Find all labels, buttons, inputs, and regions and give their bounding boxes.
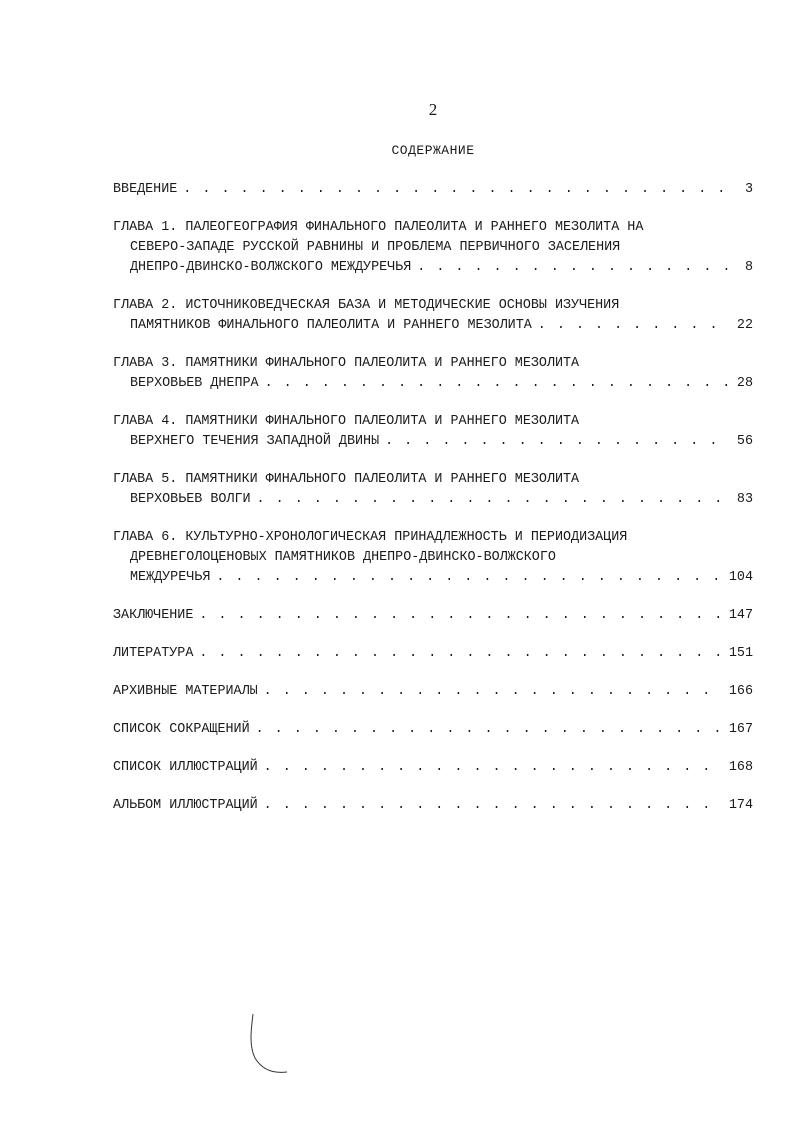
toc-entry[interactable] [113, 796, 753, 816]
toc-entry-text: АЛЬБОМ ИЛЛЮСТРАЦИЙ [113, 798, 258, 813]
entry-gap [113, 588, 753, 606]
entry-gap [113, 740, 753, 758]
toc-entry-text: ЗАКЛЮЧЕНИЕ [113, 608, 194, 623]
toc-entry[interactable] [113, 218, 753, 278]
toc-entry-text: МЕЖДУРЕЧЬЯ [130, 570, 211, 585]
entry-gap [113, 200, 753, 218]
toc-title: СОДЕРЖАНИЕ [391, 143, 475, 158]
entry-gap [113, 702, 753, 720]
toc-entry[interactable] [113, 720, 753, 740]
toc-entry-text: СПИСОК СОКРАЩЕНИЙ [113, 722, 250, 737]
dot-leader [264, 796, 723, 816]
toc-page-number: 56 [736, 434, 753, 449]
toc-entry[interactable] [113, 470, 753, 510]
toc-page-number: 147 [728, 608, 753, 623]
toc-page-number: 22 [736, 318, 753, 333]
toc-entry-text: ДНЕПРО-ДВИНСКО-ВОЛЖСКОГО МЕЖДУРЕЧЬЯ [130, 260, 412, 275]
toc-entry-line [113, 644, 753, 664]
toc-entry-line [113, 682, 753, 702]
toc-page-number: 166 [728, 684, 753, 699]
toc-entry[interactable] [113, 412, 753, 452]
toc-entry-line [113, 796, 753, 816]
toc-page-number: 104 [728, 570, 753, 585]
toc-entry-line [113, 490, 753, 510]
entry-gap [113, 394, 753, 412]
dot-leader [199, 644, 723, 664]
toc-entry-text: СПИСОК ИЛЛЮСТРАЦИЙ [113, 760, 258, 775]
toc-page-number: 167 [728, 722, 753, 737]
toc-entry-text: ВЕРХНЕГО ТЕЧЕНИЯ ЗАПАДНОЙ ДВИНЫ [130, 434, 380, 449]
dot-leader [264, 682, 723, 702]
toc-entry-text: АРХИВНЫЕ МАТЕРИАЛЫ [113, 684, 258, 699]
toc-page-number: 174 [728, 798, 753, 813]
dot-leader [199, 606, 723, 626]
toc-page-number: 151 [728, 646, 753, 661]
toc-entry-line [113, 180, 753, 200]
handwritten-mark [245, 1010, 295, 1080]
toc-entry[interactable] [113, 606, 753, 626]
toc-entry-text: ГЛАВА 1. ПАЛЕОГЕОГРАФИЯ ФИНАЛЬНОГО ПАЛЕОЛИТА И РАННЕГО МЕЗОЛИТА НА [113, 220, 644, 235]
toc-entry-text: ВВЕДЕНИЕ [113, 182, 178, 197]
toc-entry-line [113, 316, 753, 336]
dot-leader [256, 720, 723, 740]
toc-entry-line [113, 606, 753, 626]
dot-leader [417, 258, 739, 278]
dot-leader [183, 180, 739, 200]
toc-entry[interactable] [113, 180, 753, 200]
toc-page-number: 28 [736, 376, 753, 391]
dot-leader [385, 432, 731, 452]
toc-page-number: 8 [744, 260, 753, 275]
toc-entry-line [113, 432, 753, 452]
entry-gap [113, 778, 753, 796]
entry-gap [113, 278, 753, 296]
table-of-contents [113, 180, 753, 816]
toc-entry[interactable] [113, 644, 753, 664]
toc-entry-text: ГЛАВА 5. ПАМЯТНИКИ ФИНАЛЬНОГО ПАЛЕОЛИТА И РАННЕГО МЕЗОЛИТА [113, 472, 580, 487]
dot-leader [265, 374, 731, 394]
toc-entry-line [113, 374, 753, 394]
toc-entry-text: ПАМЯТНИКОВ ФИНАЛЬНОГО ПАЛЕОЛИТА И РАННЕГО МЕЗОЛИТА [130, 318, 532, 333]
toc-entry[interactable] [113, 528, 753, 588]
toc-entry-line [113, 758, 753, 778]
toc-entry[interactable] [113, 354, 753, 394]
entry-gap [113, 510, 753, 528]
dot-leader [264, 758, 723, 778]
toc-entry-text: ДРЕВНЕГОЛОЦЕНОВЫХ ПАМЯТНИКОВ ДНЕПРО-ДВИНСКО-ВОЛЖСКОГО [130, 550, 556, 565]
entry-gap [113, 336, 753, 354]
toc-entry[interactable] [113, 682, 753, 702]
toc-entry-text: ВЕРХОВЬЕВ ВОЛГИ [130, 492, 251, 507]
toc-entry-text: СЕВЕРО-ЗАПАДЕ РУССКОЙ РАВНИНЫ И ПРОБЛЕМА ПЕРВИЧНОГО ЗАСЕЛЕНИЯ [130, 240, 621, 255]
toc-entry-text: ГЛАВА 6. КУЛЬТУРНО-ХРОНОЛОГИЧЕСКАЯ ПРИНАДЛЕЖНОСТЬ И ПЕРИОДИЗАЦИЯ [113, 530, 628, 545]
page-number: 2 [428, 100, 438, 119]
toc-entry[interactable] [113, 296, 753, 336]
toc-page-number: 83 [736, 492, 753, 507]
entry-gap [113, 664, 753, 682]
toc-entry-line [113, 720, 753, 740]
entry-gap [113, 452, 753, 470]
toc-entry-line [113, 568, 753, 588]
toc-entry-text: ГЛАВА 2. ИСТОЧНИКОВЕДЧЕСКАЯ БАЗА И МЕТОДИЧЕСКИЕ ОСНОВЫ ИЗУЧЕНИЯ [113, 298, 620, 313]
toc-entry-line [113, 258, 753, 278]
toc-entry-text: ВЕРХОВЬЕВ ДНЕПРА [130, 376, 259, 391]
dot-leader [216, 568, 723, 588]
toc-page-number: 3 [744, 182, 753, 197]
toc-entry-text: ЛИТЕРАТУРА [113, 646, 194, 661]
toc-entry-text: ГЛАВА 4. ПАМЯТНИКИ ФИНАЛЬНОГО ПАЛЕОЛИТА И РАННЕГО МЕЗОЛИТА [113, 414, 580, 429]
toc-page-number: 168 [728, 760, 753, 775]
dot-leader [538, 316, 731, 336]
toc-entry[interactable] [113, 758, 753, 778]
toc-entry-text: ГЛАВА 3. ПАМЯТНИКИ ФИНАЛЬНОГО ПАЛЕОЛИТА И РАННЕГО МЕЗОЛИТА [113, 356, 580, 371]
entry-gap [113, 626, 753, 644]
dot-leader [257, 490, 731, 510]
